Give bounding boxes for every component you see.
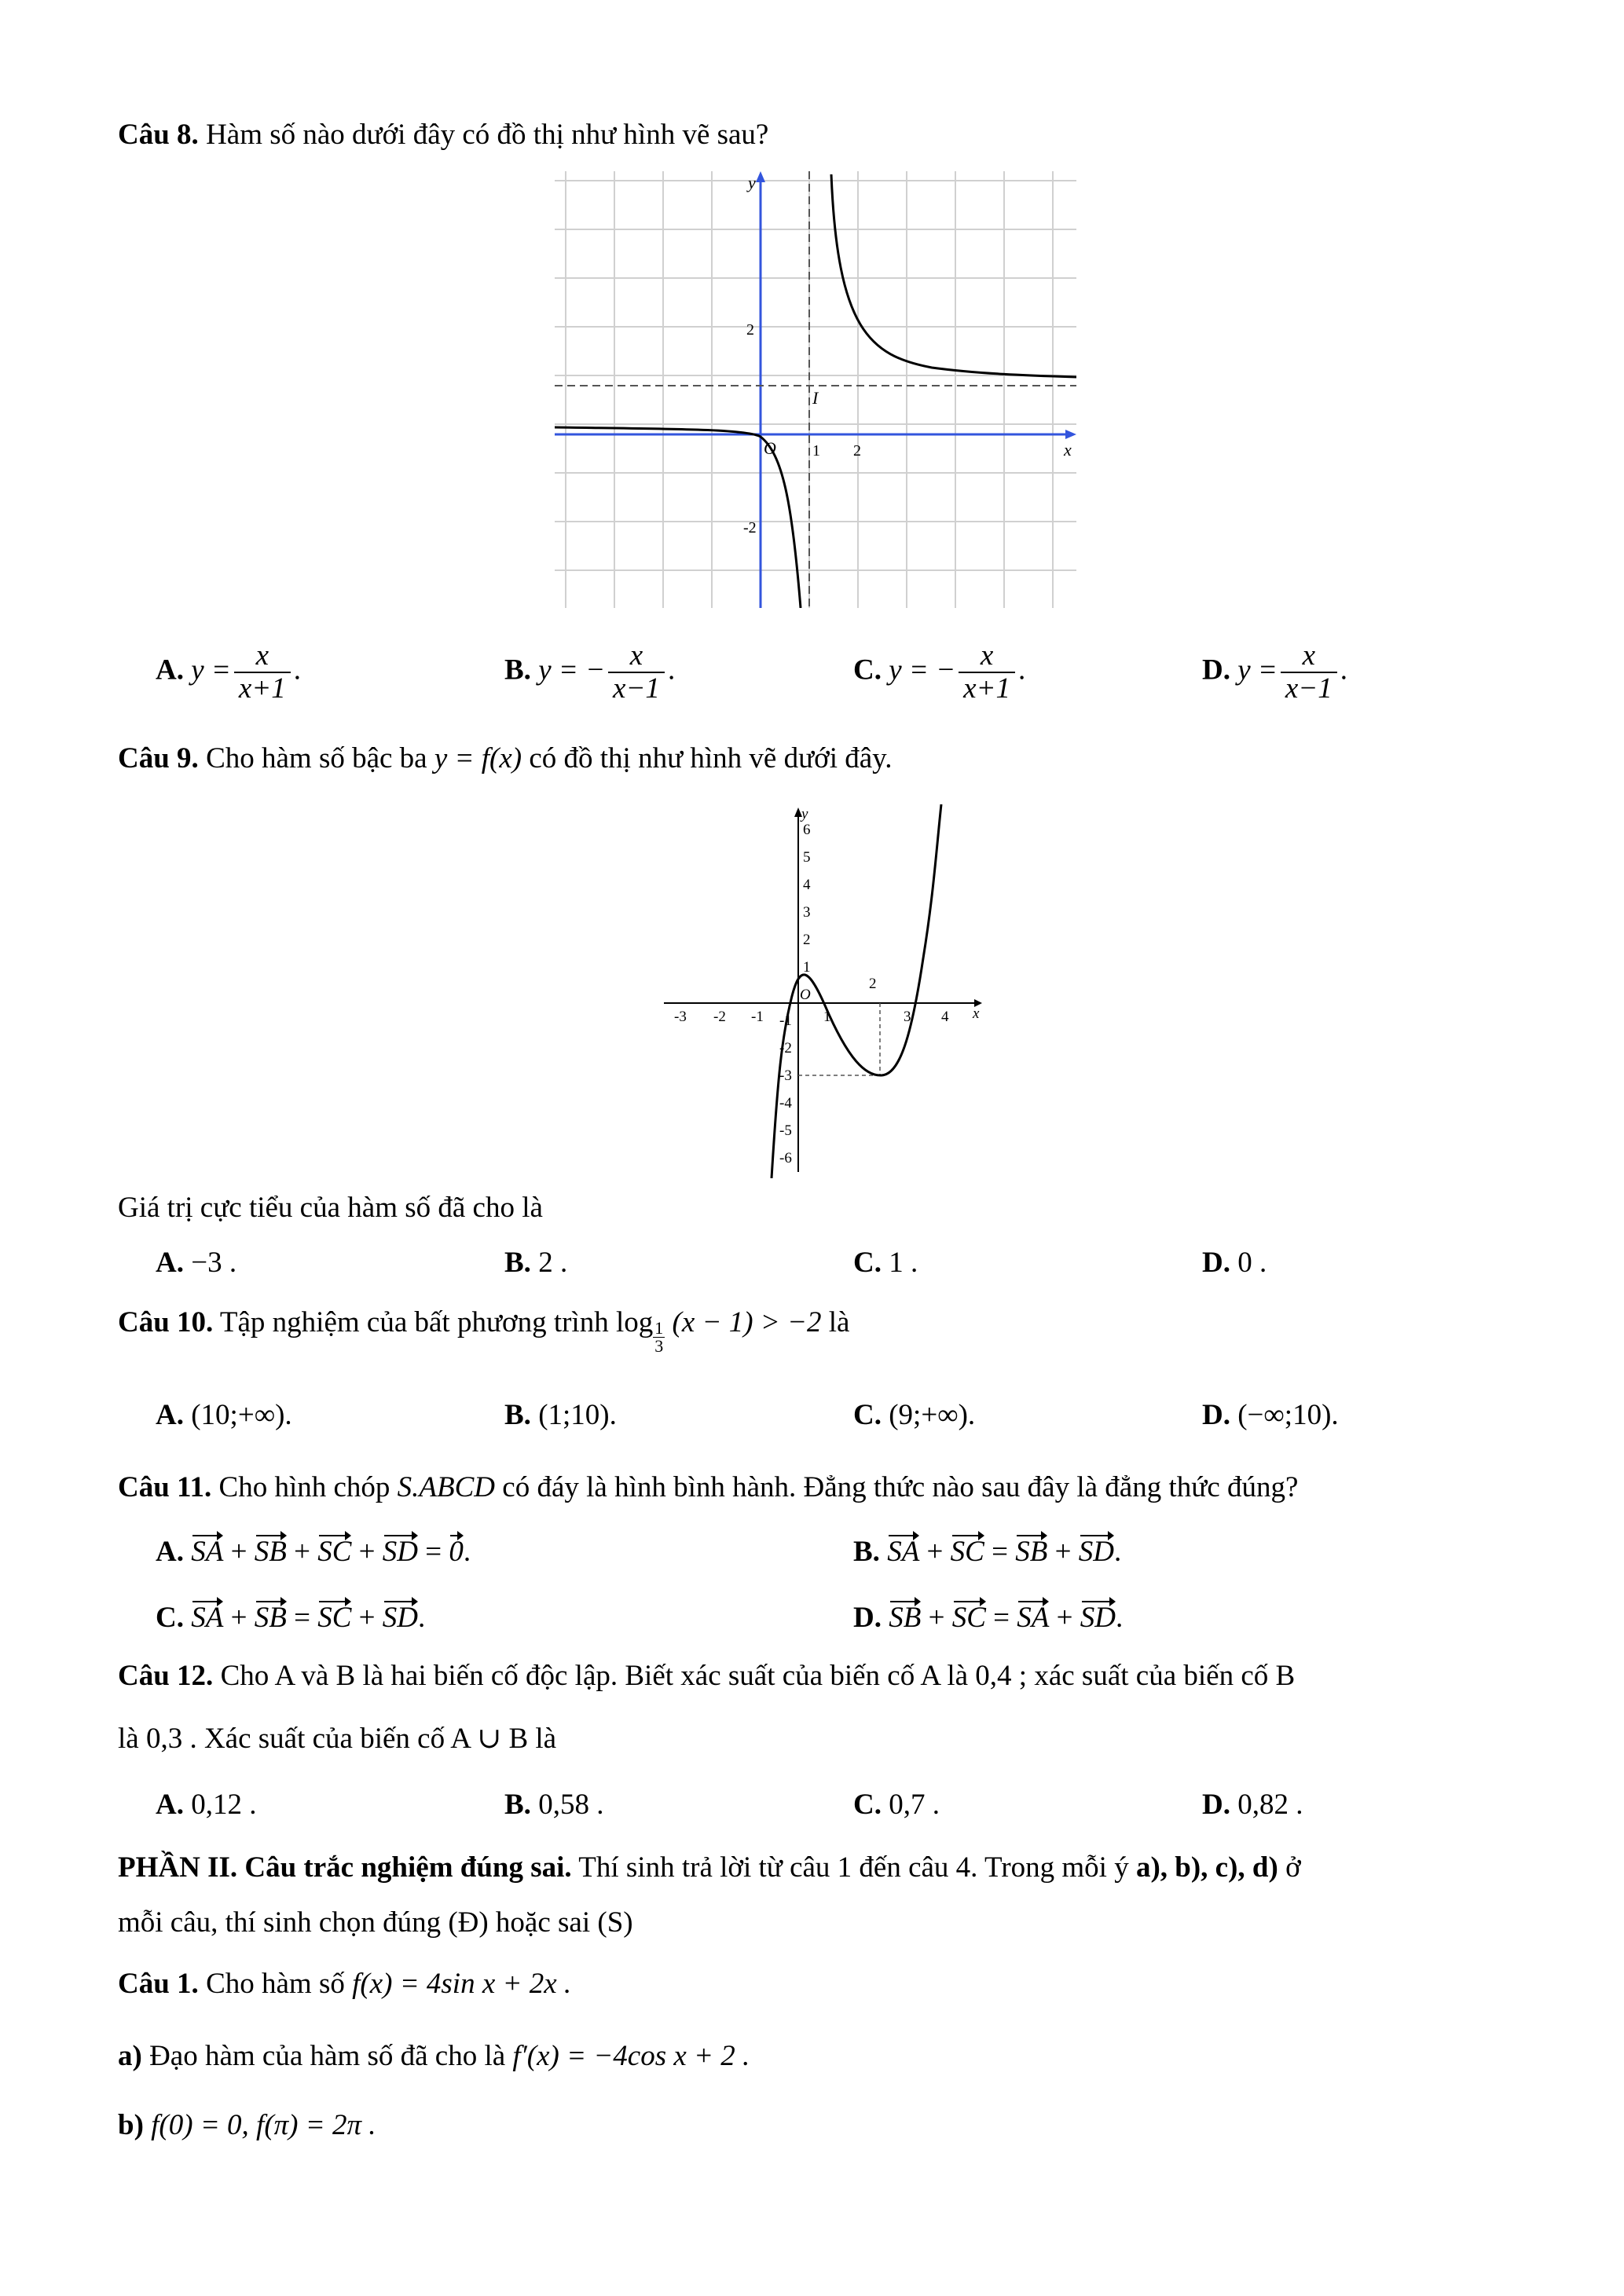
q11-label: Câu 11. xyxy=(118,1471,212,1503)
option-suffix: . xyxy=(1017,654,1026,687)
p2q1-label: Câu 1. xyxy=(118,1968,199,2000)
option-suffix: . xyxy=(667,654,676,687)
q9-xtick: 4 xyxy=(941,1009,949,1025)
q9-xtick: -1 xyxy=(751,1009,764,1025)
fraction-den: x−1 xyxy=(613,672,660,705)
vector-term: SD xyxy=(1080,1602,1116,1634)
option-terms xyxy=(191,1536,471,1568)
option-value: 0 . xyxy=(1237,1247,1267,1279)
fraction xyxy=(234,640,291,705)
q9-ytick: -2 xyxy=(779,1040,792,1056)
q9-ytick: -4 xyxy=(779,1095,792,1111)
operator: + xyxy=(921,1602,952,1634)
option-key: B. xyxy=(504,1789,531,1821)
q8-y-arrow xyxy=(756,171,765,182)
q10-text-end: là xyxy=(828,1306,850,1338)
option-end: . xyxy=(1113,1536,1122,1568)
q9-stem xyxy=(118,742,893,776)
option-value: (9;+∞). xyxy=(889,1399,976,1431)
q8-origin-label: O xyxy=(764,438,776,458)
q11-option-d[interactable] xyxy=(853,1601,1123,1635)
q8-x-label: x xyxy=(1064,440,1072,460)
fraction-num: x xyxy=(608,640,665,673)
option-key: D. xyxy=(853,1602,882,1634)
q8-option-b[interactable] xyxy=(504,640,675,705)
vector-term: SB xyxy=(254,1536,287,1568)
q9-ytick: 2 xyxy=(803,932,811,948)
vector-term: SC xyxy=(317,1536,352,1568)
q12-line1 xyxy=(118,1659,1295,1694)
option-end: . xyxy=(418,1602,426,1634)
fraction xyxy=(608,640,665,705)
part2-line1-text: Thí sinh trả lời từ câu 1 đến câu 4. Trong mỗi ý xyxy=(578,1851,1129,1884)
q9-origin-label: O xyxy=(800,987,811,1003)
q8-x-arrow xyxy=(1065,430,1076,439)
q11-option-b[interactable] xyxy=(853,1535,1121,1569)
q12-option-d[interactable] xyxy=(1202,1788,1303,1822)
option-value: (−∞;10). xyxy=(1237,1399,1339,1431)
q8-option-d[interactable] xyxy=(1202,640,1347,705)
q9-text-b: có đồ thị như hình vẽ dưới đây. xyxy=(529,742,893,774)
option-key: C. xyxy=(853,1399,882,1431)
vector-term: SC xyxy=(317,1602,352,1634)
q9-option-b[interactable] xyxy=(504,1246,567,1280)
q9-cubic-curve xyxy=(772,804,941,1178)
p2q1-text: Cho hàm số xyxy=(206,1968,345,2000)
q12-option-b[interactable] xyxy=(504,1788,603,1822)
option-key: C. xyxy=(853,654,882,687)
q9-question: Giá trị cực tiểu của hàm số đã cho là xyxy=(118,1192,543,1224)
option-terms xyxy=(887,1536,1121,1568)
q9-y-label: y xyxy=(801,806,808,822)
option-value: 0,82 . xyxy=(1237,1789,1303,1821)
vector-term: SD xyxy=(382,1602,418,1634)
option-key: A. xyxy=(156,1536,184,1568)
q9-ytick: 5 xyxy=(803,849,811,866)
option-key: A. xyxy=(156,1247,184,1279)
q9-label: Câu 9. xyxy=(118,742,199,774)
vector-term: 0 xyxy=(449,1536,464,1568)
q12-label: Câu 12. xyxy=(118,1660,214,1692)
q10-option-d[interactable] xyxy=(1202,1398,1339,1433)
q10-option-b[interactable] xyxy=(504,1398,617,1433)
q9-ytick: -6 xyxy=(779,1150,792,1166)
q8-option-c[interactable] xyxy=(853,640,1025,705)
option-value: (1;10). xyxy=(538,1399,617,1431)
option-terms xyxy=(889,1602,1123,1634)
q12-option-c[interactable] xyxy=(853,1788,940,1822)
fraction xyxy=(1281,640,1337,705)
q9-graph xyxy=(660,801,990,1178)
operator: = xyxy=(985,1602,1017,1634)
q8-label: Câu 8. xyxy=(118,119,199,151)
fraction-num: x xyxy=(959,640,1015,673)
p2q1-b-expr: f(0) = 0, f(π) = 2π . xyxy=(151,2109,376,2141)
operator: + xyxy=(1047,1536,1079,1568)
option-key: A. xyxy=(156,1789,184,1821)
vector-term: SB xyxy=(889,1602,922,1634)
part2-line1-bold: a), b), c), d) xyxy=(1135,1851,1278,1884)
vector-term: SA xyxy=(1017,1602,1050,1634)
q9-ytick: 3 xyxy=(803,904,811,921)
operator: + xyxy=(351,1602,383,1634)
p2q1-func: f(x) = 4sin x + 2x . xyxy=(352,1968,572,2000)
q10-option-a[interactable] xyxy=(156,1398,292,1433)
q8-option-a[interactable] xyxy=(156,640,301,705)
operator: = xyxy=(418,1536,449,1568)
operator: + xyxy=(1049,1602,1080,1634)
option-value: 0,7 . xyxy=(889,1789,940,1821)
option-prefix: y = − xyxy=(538,654,606,687)
q10-expr-rest: (x − 1) > −2 xyxy=(672,1306,822,1338)
vector-term: SC xyxy=(951,1602,986,1634)
p2q1-b-label: b) xyxy=(118,2109,144,2141)
q10-option-c[interactable] xyxy=(853,1398,975,1433)
option-suffix: . xyxy=(293,654,302,687)
part2-line1 xyxy=(118,1851,1301,1885)
fraction-den: x−1 xyxy=(1285,672,1333,705)
option-prefix: y = xyxy=(191,654,231,687)
p2q1-part-a xyxy=(118,2039,750,2074)
option-suffix: . xyxy=(1340,654,1348,687)
vector-term: SD xyxy=(382,1536,418,1568)
q10-stem xyxy=(118,1305,850,1356)
q8-point-i-label: I xyxy=(812,388,819,408)
option-key: A. xyxy=(156,654,184,687)
q9-text-a: Cho hàm số bậc ba xyxy=(206,742,427,774)
q8-tick-yneg2: -2 xyxy=(743,519,757,536)
q12-text-line1: Cho A và B là hai biến cố độc lập. Biết xác suất của biến cố A là 0,4 ; xác suất của biến cố B xyxy=(220,1660,1296,1692)
option-prefix: y = xyxy=(1237,654,1278,687)
option-key: C. xyxy=(156,1602,184,1634)
q9-xtick: 1 xyxy=(823,1009,831,1025)
part2-line1-end: ở xyxy=(1285,1851,1301,1884)
option-key: D. xyxy=(1202,654,1230,687)
q8-tick-y2: 2 xyxy=(746,321,754,339)
option-prefix: y = − xyxy=(889,654,956,687)
q10-log: log xyxy=(615,1306,654,1338)
fraction xyxy=(959,640,1015,705)
part2-heading: PHẦN II. Câu trắc nghiệm đúng sai. xyxy=(118,1851,572,1884)
vector-term: SA xyxy=(887,1536,920,1568)
operator: + xyxy=(351,1536,383,1568)
option-value: −3 . xyxy=(191,1247,237,1279)
option-value: 0,12 . xyxy=(191,1789,257,1821)
q11-text-a: Cho hình chóp xyxy=(218,1471,390,1503)
fraction-den: x+1 xyxy=(963,672,1010,705)
operator: = xyxy=(286,1602,318,1634)
q8-tick-x1: 1 xyxy=(812,442,820,460)
operator: + xyxy=(223,1536,255,1568)
q12-line2: là 0,3 . Xác suất của biến cố A ∪ B là xyxy=(118,1723,557,1755)
q8-stem xyxy=(118,118,768,152)
option-key: A. xyxy=(156,1399,184,1431)
q12-option-a[interactable] xyxy=(156,1788,256,1822)
vector-term: SB xyxy=(1015,1536,1048,1568)
option-terms xyxy=(191,1602,425,1634)
q9-xtick: 2 xyxy=(869,976,877,992)
q8-tick-x2: 2 xyxy=(853,442,861,460)
fraction-num: x xyxy=(1281,640,1337,673)
q10-text: Tập nghiệm của bất phương trình xyxy=(219,1306,609,1338)
option-key: D. xyxy=(1202,1247,1230,1279)
option-key: C. xyxy=(853,1247,882,1279)
q11-stem xyxy=(118,1470,1298,1505)
option-key: B. xyxy=(504,1399,531,1431)
q11-option-c[interactable] xyxy=(156,1601,425,1635)
operator: = xyxy=(984,1536,1016,1568)
operator: + xyxy=(286,1536,318,1568)
part2-line2: mỗi câu, thí sinh chọn đúng (Đ) hoặc sai (S) xyxy=(118,1906,633,1939)
option-value: 2 . xyxy=(538,1247,568,1279)
option-key: D. xyxy=(1202,1789,1230,1821)
q9-xtick: -3 xyxy=(674,1009,687,1025)
q10-log-base xyxy=(653,1320,665,1355)
fraction-den: x+1 xyxy=(238,672,286,705)
option-key: D. xyxy=(1202,1399,1230,1431)
q9-ytick: 1 xyxy=(803,959,811,976)
option-end: . xyxy=(463,1536,471,1568)
q8-curve-right xyxy=(831,174,1076,377)
fraction-num: x xyxy=(234,640,291,673)
q10-label: Câu 10. xyxy=(118,1306,214,1338)
q9-ytick: -3 xyxy=(779,1067,792,1084)
q9-dashed-guides xyxy=(798,1003,880,1075)
option-key: C. xyxy=(853,1789,882,1821)
option-key: B. xyxy=(853,1536,880,1568)
q11-pyramid: S.ABCD xyxy=(397,1471,496,1503)
q10-base-den: 3 xyxy=(654,1336,664,1356)
option-value: 0,58 . xyxy=(538,1789,604,1821)
q8-graph xyxy=(555,171,1076,608)
vector-term: SB xyxy=(254,1602,287,1634)
q9-option-c[interactable] xyxy=(853,1246,918,1280)
q9-ytick: -1 xyxy=(779,1013,792,1029)
vector-term: SA xyxy=(191,1536,224,1568)
option-value: 1 . xyxy=(889,1247,918,1279)
q9-option-d[interactable] xyxy=(1202,1246,1267,1280)
q11-option-a[interactable] xyxy=(156,1535,471,1569)
operator: + xyxy=(919,1536,951,1568)
q8-text: Hàm số nào dưới đây có đồ thị như hình vẽ sau? xyxy=(206,119,769,151)
p2q1-a-label: a) xyxy=(118,2040,142,2072)
q9-ytick: 4 xyxy=(803,877,811,893)
q9-x-label: x xyxy=(973,1005,980,1022)
q9-func: y = f(x) xyxy=(434,742,522,774)
q8-y-label: y xyxy=(748,173,756,192)
p2q1-a-expr: f′(x) = −4cos x + 2 . xyxy=(512,2040,750,2072)
p2q1-a-text: Đạo hàm của hàm số đã cho là xyxy=(149,2040,506,2072)
q9-option-a[interactable] xyxy=(156,1246,236,1280)
p2q1-stem xyxy=(118,1967,571,2001)
q9-xtick: -2 xyxy=(713,1009,726,1025)
vector-term: SA xyxy=(191,1602,224,1634)
q9-ytick: -5 xyxy=(779,1122,792,1139)
vector-term: SC xyxy=(950,1536,984,1568)
q10-base-num: 1 xyxy=(654,1318,664,1338)
option-end: . xyxy=(1116,1602,1124,1634)
option-value: (10;+∞). xyxy=(191,1399,292,1431)
q9-xtick: 3 xyxy=(904,1009,911,1025)
vector-term: SD xyxy=(1078,1536,1114,1568)
option-key: B. xyxy=(504,1247,531,1279)
p2q1-part-b xyxy=(118,2108,376,2143)
option-key: B. xyxy=(504,654,531,687)
operator: + xyxy=(223,1602,255,1634)
q11-text-b: có đáy là hình bình hành. Đẳng thức nào sau đây là đẳng thức đúng? xyxy=(502,1471,1299,1503)
q9-ytick: 6 xyxy=(803,822,811,838)
